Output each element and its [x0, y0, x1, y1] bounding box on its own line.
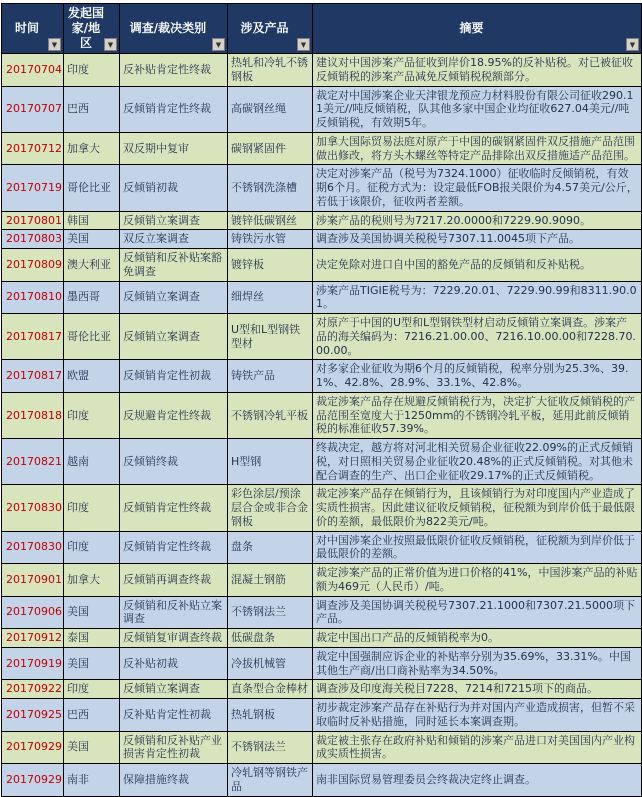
cell-type[interactable]: 反倾销肯定性终裁 [120, 86, 228, 132]
cell-date[interactable]: 20170929 [2, 764, 64, 797]
header-label-product: 涉及产品 [240, 21, 289, 35]
cell-product[interactable]: 直条型合金棒材 [228, 680, 313, 699]
cell-date[interactable]: 20170912 [2, 629, 64, 648]
table-row [2, 731, 642, 764]
header-label-date: 时间 [14, 21, 39, 35]
cell-summary[interactable]: 终裁决定，越方将对河北相关贸易企业征收22.09%的正式反倾销税，对日照相关贸易企业征收20.48%的正式反倾销税。对其他未配合调查的生产、出口企业征收29.17%的正式反倾销税。 [313, 439, 642, 485]
cell-summary[interactable]: 裁定中国强制应诉企业的补贴率分别为35.69%，33.31%。中国其他生产商/出口商补贴率为34.50%。 [313, 647, 642, 680]
cell-summary[interactable]: 决定免除对进口自中国的豁免产品的反倾销和反补贴税。 [313, 249, 642, 282]
cell-type[interactable]: 反倾销肯定性终裁 [120, 485, 228, 531]
cell-date[interactable]: 20170810 [2, 281, 64, 314]
table-row [2, 699, 642, 732]
cell-summary[interactable]: 裁定涉案产品存在倾销行为，且该倾销行为对印度国内产业造成了实质性损害。因此建议征收反倾销税，征税额为到岸价低于最低限价的差额，最低限价为822美元/吨。 [313, 485, 642, 531]
cell-product[interactable]: 冷拔机械管 [228, 647, 313, 680]
cell-country[interactable]: 印度 [64, 680, 120, 699]
cell-summary[interactable]: 决定对涉案产品（税号为7324.1000）征收临时反倾销税，有效期6个月。征税方式为：设定最低FOB报关限价为4.57美元/公斤，若低于该限价，征收两者差额。 [313, 165, 642, 211]
cell-product[interactable]: 热轧钢板 [228, 699, 313, 732]
cell-summary[interactable]: 加拿大国际贸易法庭对原产于中国的碳钢紧固件双反措施产品范围做出修改，将方头木螺丝等特定产品排除出双反措施适产品范围。 [313, 132, 642, 165]
filter-dropdown-icon[interactable]: ▼ [297, 38, 310, 51]
table-row [2, 165, 642, 211]
cell-date[interactable]: 20170919 [2, 647, 64, 680]
cell-product[interactable]: H型钢 [228, 439, 313, 485]
cell-summary[interactable]: 裁定被主张存在政府补贴和倾销的涉案产品进口对美国国内产业构成实质性损害。 [313, 731, 642, 764]
cell-type[interactable]: 保障措施终裁 [120, 764, 228, 797]
table-row [2, 485, 642, 531]
cell-date[interactable]: 20170929 [2, 731, 64, 764]
cell-summary[interactable]: 涉案产品TIGIE税号为：7229.20.01、7229.90.99和8311.90.01。 [313, 281, 642, 314]
cell-type[interactable]: 反倾销立案调查 [120, 211, 228, 230]
cell-product[interactable]: 细焊丝 [228, 281, 313, 314]
cell-type[interactable]: 双反期中复审 [120, 132, 228, 165]
cell-date[interactable]: 20170801 [2, 211, 64, 230]
cell-type[interactable]: 反倾销立案调查 [120, 314, 228, 360]
table-row [2, 647, 642, 680]
cell-country[interactable]: 澳大利亚 [64, 249, 120, 282]
cell-summary[interactable]: 裁定涉案产品的正常价值为进口价格的41%，中国涉案产品的补贴额为469元（人民币）/吨。 [313, 564, 642, 597]
header-label-country: 发起国家/地区 [67, 6, 104, 50]
table-row [2, 314, 642, 360]
cell-product[interactable]: 不锈钢法兰 [228, 596, 313, 629]
table-row [2, 54, 642, 87]
cell-product[interactable]: 低碳盘条 [228, 629, 313, 648]
cell-country[interactable]: 韩国 [64, 211, 120, 230]
cell-date[interactable]: 20170906 [2, 596, 64, 629]
header-row [2, 4, 642, 54]
table-row [2, 132, 642, 165]
cell-product[interactable]: 铸铁污水管 [228, 230, 313, 249]
cell-type[interactable]: 反补贴初裁 [120, 647, 228, 680]
filter-dropdown-icon[interactable]: ▼ [212, 38, 225, 51]
table-row [2, 596, 642, 629]
cell-date[interactable]: 20170901 [2, 564, 64, 597]
cell-date[interactable]: 20170803 [2, 230, 64, 249]
header-cell-date [2, 4, 64, 54]
cell-date[interactable]: 20170830 [2, 485, 64, 531]
cell-country[interactable]: 美国 [64, 731, 120, 764]
cell-country[interactable]: 美国 [64, 596, 120, 629]
table-row [2, 531, 642, 564]
cell-country[interactable]: 哥伦比亚 [64, 314, 120, 360]
cell-product[interactable]: U型和L型钢铁型材 [228, 314, 313, 360]
cell-summary[interactable]: 对原产于中国的U型和L型钢铁型材启动反倾销立案调查。涉案产品的海关编码为：7216.21.00.00、7216.10.00.00和7228.70.00.00。 [313, 314, 642, 360]
cell-type[interactable]: 反倾销和反补贴案豁免调查 [120, 249, 228, 282]
trade-cases-table [1, 3, 642, 797]
cell-date[interactable]: 20170719 [2, 165, 64, 211]
cell-date[interactable]: 20170925 [2, 699, 64, 732]
table-row [2, 281, 642, 314]
cell-country[interactable]: 印度 [64, 485, 120, 531]
cell-country[interactable]: 印度 [64, 392, 120, 438]
cell-summary[interactable]: 涉案产品的税则号为7217.20.0000和7229.90.9090。 [313, 211, 642, 230]
header-label-type: 调查/裁决类别 [129, 21, 207, 35]
cell-summary[interactable]: 裁定涉案产品存在规避反倾销税行为，决定扩大征收反倾销税的产品范围至宽度大于1250mm的不锈钢冷轧平板，延用此前反倾销税的标准征收57.39%。 [313, 392, 642, 438]
cell-type[interactable]: 反规避肯定性终裁 [120, 392, 228, 438]
cell-product[interactable]: 高碳钢丝绳 [228, 86, 313, 132]
cell-country[interactable]: 美国 [64, 647, 120, 680]
cell-product[interactable]: 镀锌低碳钢丝 [228, 211, 313, 230]
cell-date[interactable]: 20170817 [2, 314, 64, 360]
table-row [2, 439, 642, 485]
cell-country[interactable]: 巴西 [64, 86, 120, 132]
table-row [2, 629, 642, 648]
cell-date[interactable]: 20170818 [2, 392, 64, 438]
cell-country[interactable]: 越南 [64, 439, 120, 485]
cell-date[interactable]: 20170922 [2, 680, 64, 699]
cell-date[interactable]: 20170707 [2, 86, 64, 132]
table-row [2, 86, 642, 132]
cell-country[interactable]: 哥伦比亚 [64, 165, 120, 211]
cell-product[interactable]: 彩色涂层/预涂层合金或非合金钢板 [228, 485, 313, 531]
cell-type[interactable]: 反倾销初裁 [120, 165, 228, 211]
cell-type[interactable]: 反倾销和反补贴产业损害肯定性初裁 [120, 731, 228, 764]
cell-summary[interactable]: 裁定对中国涉案企业天津银龙预应力材料股份有限公司征收290.11美元//吨反倾销税，队其他多家中国企业均征收627.04美元//吨反倾销税，有效期5年。 [313, 86, 642, 132]
cell-summary[interactable]: 调查涉及美国协调关税税号7307.21.1000和7307.21.5000项下产品。 [313, 596, 642, 629]
table-row [2, 680, 642, 699]
cell-type[interactable]: 反倾销肯定性初裁 [120, 360, 228, 393]
filter-dropdown-icon[interactable]: ▼ [626, 38, 639, 51]
cell-date[interactable]: 20170704 [2, 54, 64, 87]
cell-type[interactable]: 反倾销肯定性终裁 [120, 531, 228, 564]
cell-summary[interactable]: 对中国涉案企业按照最低限价征收反倾销税，征税额为到岸价低于最低限价的差额。 [313, 531, 642, 564]
table-row [2, 230, 642, 249]
table-row [2, 392, 642, 438]
cell-type[interactable]: 反倾销和反补贴立案调查 [120, 596, 228, 629]
cell-country[interactable]: 美国 [64, 230, 120, 249]
cell-type[interactable]: 反倾销再调查终裁 [120, 564, 228, 597]
table-row [2, 360, 642, 393]
cell-type[interactable]: 反补贴肯定性初裁 [120, 699, 228, 732]
cell-type[interactable]: 反补贴肯定性终裁 [120, 54, 228, 87]
cell-date[interactable]: 20170817 [2, 360, 64, 393]
cell-summary[interactable]: 调查涉及印度海关税目7228、7214和7215项下的商品。 [313, 680, 642, 699]
cell-product[interactable]: 不锈钢洗涤槽 [228, 165, 313, 211]
cell-summary[interactable]: 对多家企业征收为期6个月的反倾销税，税率分别为25.3%、39.1%、42.8%、28.9%、33.1%、42.8%。 [313, 360, 642, 393]
cell-summary[interactable]: 裁定中国出口产品的反倾销税率为0。 [313, 629, 642, 648]
header-label-summary: 摘要 [459, 21, 484, 35]
cell-product[interactable]: 混凝土钢筋 [228, 564, 313, 597]
cell-summary[interactable]: 调查涉及美国协调关税税号7307.11.0045项下产品。 [313, 230, 642, 249]
cell-summary[interactable]: 建议对中国涉案产品征收到岸价18.95%的反补贴税。对已被征收反倾销税的涉案产品减免反倾销税税额部分。 [313, 54, 642, 87]
cell-summary[interactable]: 南非国际贸易管理委员会终裁决定终止调查。 [313, 764, 642, 797]
cell-summary[interactable]: 初步裁定涉案产品存在补贴行为并对国内产业造成损害，但暂不采取临时反补贴措施，同时延长本案调查期。 [313, 699, 642, 732]
table-row [2, 764, 642, 797]
cell-country[interactable]: 泰国 [64, 629, 120, 648]
cell-product[interactable]: 热轧和冷轧不锈钢板 [228, 54, 313, 87]
filter-dropdown-icon[interactable]: ▼ [48, 38, 61, 51]
header-cell-summary [313, 4, 642, 54]
cell-country[interactable]: 加拿大 [64, 132, 120, 165]
cell-country[interactable]: 印度 [64, 531, 120, 564]
cell-product[interactable]: 盘条 [228, 531, 313, 564]
filter-dropdown-icon[interactable]: ▼ [104, 38, 117, 51]
cell-country[interactable]: 印度 [64, 54, 120, 87]
cell-product[interactable]: 镀锌板 [228, 249, 313, 282]
cell-country[interactable]: 巴西 [64, 699, 120, 732]
table-header [2, 4, 642, 54]
header-cell-type [120, 4, 228, 54]
cell-date[interactable]: 20170821 [2, 439, 64, 485]
cell-type[interactable]: 反倾销立案调查 [120, 281, 228, 314]
cell-product[interactable]: 冷轧钢等钢铁产品 [228, 764, 313, 797]
cell-date[interactable]: 20170809 [2, 249, 64, 282]
table-row [2, 564, 642, 597]
cell-country[interactable]: 加拿大 [64, 564, 120, 597]
header-cell-product [228, 4, 313, 54]
cell-product[interactable]: 不锈钢冷轧平板 [228, 392, 313, 438]
cell-product[interactable]: 碳钢紧固件 [228, 132, 313, 165]
cell-product[interactable]: 铸铁产品 [228, 360, 313, 393]
cell-type[interactable]: 反倾销复审调查终裁 [120, 629, 228, 648]
cell-country[interactable]: 墨西哥 [64, 281, 120, 314]
cell-product[interactable]: 不锈钢法兰 [228, 731, 313, 764]
cell-country[interactable]: 欧盟 [64, 360, 120, 393]
table-row [2, 249, 642, 282]
cell-type[interactable]: 反倾销立案调查 [120, 680, 228, 699]
cell-type[interactable]: 双反立案调查 [120, 230, 228, 249]
header-cell-country [64, 4, 120, 54]
cell-country[interactable]: 南非 [64, 764, 120, 797]
cell-date[interactable]: 20170712 [2, 132, 64, 165]
cell-date[interactable]: 20170830 [2, 531, 64, 564]
cell-type[interactable]: 反倾销终裁 [120, 439, 228, 485]
table-row [2, 211, 642, 230]
table-body [2, 54, 642, 797]
